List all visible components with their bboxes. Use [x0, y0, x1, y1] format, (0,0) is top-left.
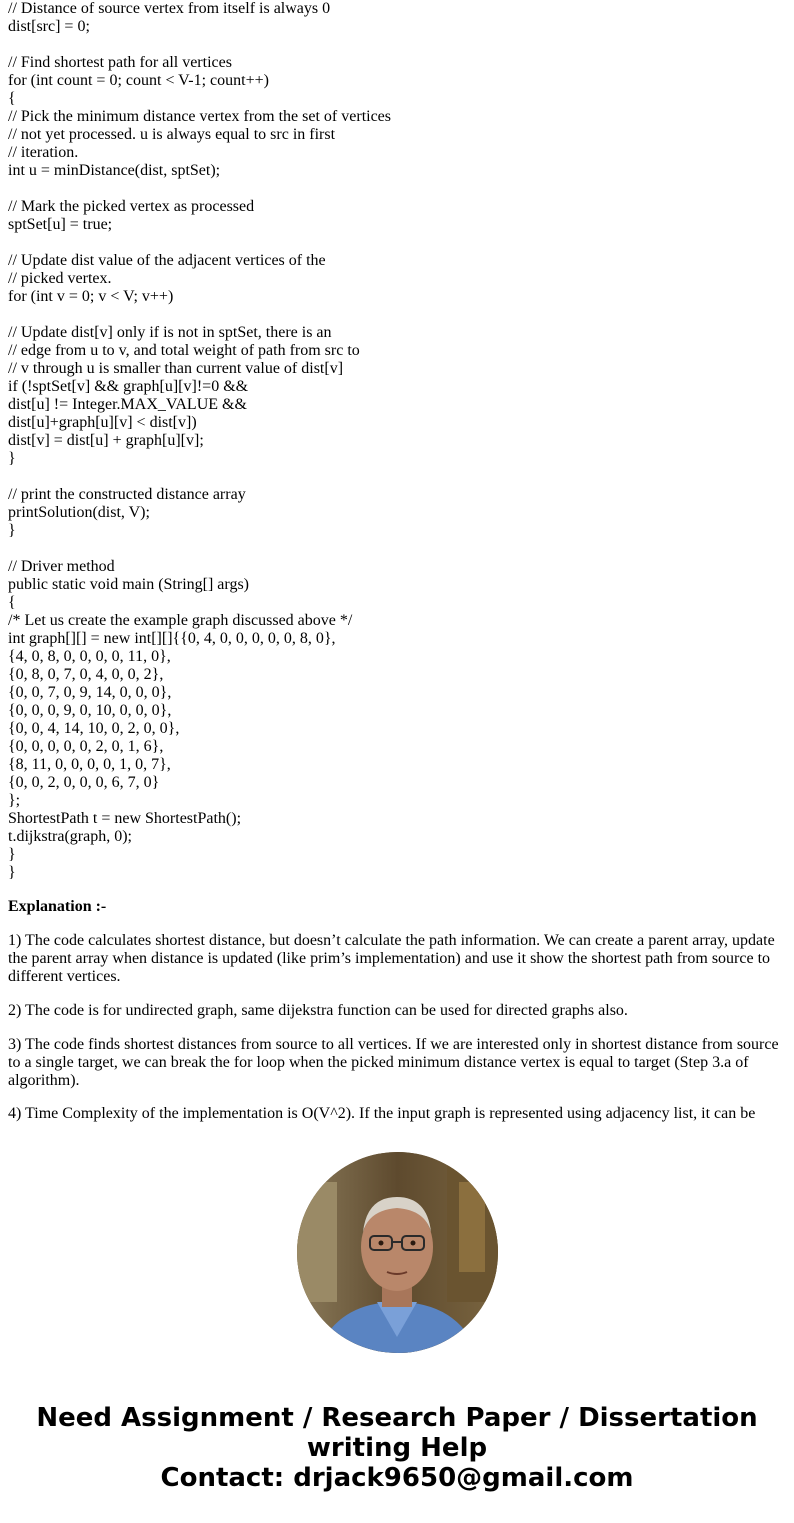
code-line: // Update dist value of the adjacent vertices of the — [8, 252, 326, 269]
code-line: // Update dist[v] only if is not in sptSet, there is an — [8, 324, 332, 341]
code-line: // Find shortest path for all vertices — [8, 54, 232, 71]
code-line: // Driver method — [8, 558, 115, 575]
code-listing — [8, 0, 788, 882]
code-line: } — [8, 522, 16, 539]
code-line: // edge from u to v, and total weight of path from src to — [8, 342, 360, 359]
explanation-heading: Explanation :- — [8, 898, 107, 915]
author-photo — [297, 1152, 498, 1353]
explanation-paragraph-3: 3) The code finds shortest distances from source to all vertices. If we are interested only in shortest distance from source to a single target, we can break the for loop when the picked minimum distance vertex is equal to target (Step 3.a of algorithm). — [8, 1036, 779, 1089]
code-line: sptSet[u] = true; — [8, 216, 113, 233]
code-line: {0, 0, 0, 0, 0, 2, 0, 1, 6}, — [8, 738, 164, 755]
contact-footer — [0, 1403, 794, 1493]
code-line: // print the constructed distance array — [8, 486, 246, 503]
code-line: // Pick the minimum distance vertex from the set of vertices — [8, 108, 392, 125]
code-line: // picked vertex. — [8, 270, 112, 287]
code-line — [8, 180, 788, 198]
footer-contact-email: Contact: drjack9650@gmail.com — [160, 1463, 634, 1493]
code-line: printSolution(dist, V); — [8, 504, 150, 521]
code-line — [8, 36, 788, 54]
code-line: // iteration. — [8, 144, 79, 161]
code-line: {0, 0, 0, 9, 0, 10, 0, 0, 0}, — [8, 702, 172, 719]
code-line: {0, 8, 0, 7, 0, 4, 0, 0, 2}, — [8, 666, 164, 683]
footer-line-2: writing Help — [306, 1433, 488, 1463]
code-line: {8, 11, 0, 0, 0, 0, 1, 0, 7}, — [8, 756, 171, 773]
code-line — [8, 306, 788, 324]
code-line: {4, 0, 8, 0, 0, 0, 0, 11, 0}, — [8, 648, 171, 665]
explanation-section — [8, 898, 786, 1106]
code-line: /* Let us create the example graph discussed above */ — [8, 612, 353, 629]
code-line: // Distance of source vertex from itself is always 0 — [8, 0, 331, 17]
code-line: { — [8, 594, 16, 611]
code-line: }; — [8, 792, 21, 809]
code-line: for (int v = 0; v < V; v++) — [8, 288, 174, 305]
code-line: { — [8, 90, 16, 107]
code-line — [8, 468, 788, 486]
code-line: dist[u]+graph[u][v] < dist[v]) — [8, 414, 197, 431]
code-line: ShortestPath t = new ShortestPath(); — [8, 810, 242, 827]
explanation-paragraph-4-clipped: 4) Time Complexity of the implementation is O(V^2). If the input graph is represented using adjacency list, it can be — [8, 1105, 756, 1122]
code-line: // v through u is smaller than current value of dist[v] — [8, 360, 344, 377]
code-line: dist[src] = 0; — [8, 18, 90, 35]
code-line: int u = minDistance(dist, sptSet); — [8, 162, 221, 179]
code-line — [8, 234, 788, 252]
code-line: dist[v] = dist[u] + graph[u][v]; — [8, 432, 204, 449]
code-line: if (!sptSet[v] && graph[u][v]!=0 && — [8, 378, 249, 395]
author-avatar — [297, 1152, 498, 1353]
code-line: // not yet processed. u is always equal to src in first — [8, 126, 336, 143]
footer-line-1: Need Assignment / Research Paper / Dissertation — [36, 1403, 758, 1433]
code-line: public static void main (String[] args) — [8, 576, 249, 593]
code-line: dist[u] != Integer.MAX_VALUE && — [8, 396, 247, 413]
code-line: {0, 0, 7, 0, 9, 14, 0, 0, 0}, — [8, 684, 172, 701]
code-line: // Mark the picked vertex as processed — [8, 198, 255, 215]
code-line: for (int count = 0; count < V-1; count++) — [8, 72, 269, 89]
explanation-paragraph-2: 2) The code is for undirected graph, same dijekstra function can be used for directed graphs also. — [8, 1002, 628, 1019]
code-line: {0, 0, 2, 0, 0, 0, 6, 7, 0} — [8, 774, 160, 791]
code-line — [8, 540, 788, 558]
explanation-paragraph-1: 1) The code calculates shortest distance, but doesn’t calculate the path information. We can create a parent array, update the parent array when distance is updated (like prim’s implementation) and use it show the shortest path from source to different vertices. — [8, 932, 775, 985]
code-line: } — [8, 864, 16, 881]
code-line: t.dijkstra(graph, 0); — [8, 828, 132, 845]
code-line: {0, 0, 4, 14, 10, 0, 2, 0, 0}, — [8, 720, 180, 737]
code-line: int graph[][] = new int[][]{{0, 4, 0, 0, 0, 0, 0, 8, 0}, — [8, 630, 336, 647]
code-line: } — [8, 450, 16, 467]
code-line: } — [8, 846, 16, 863]
